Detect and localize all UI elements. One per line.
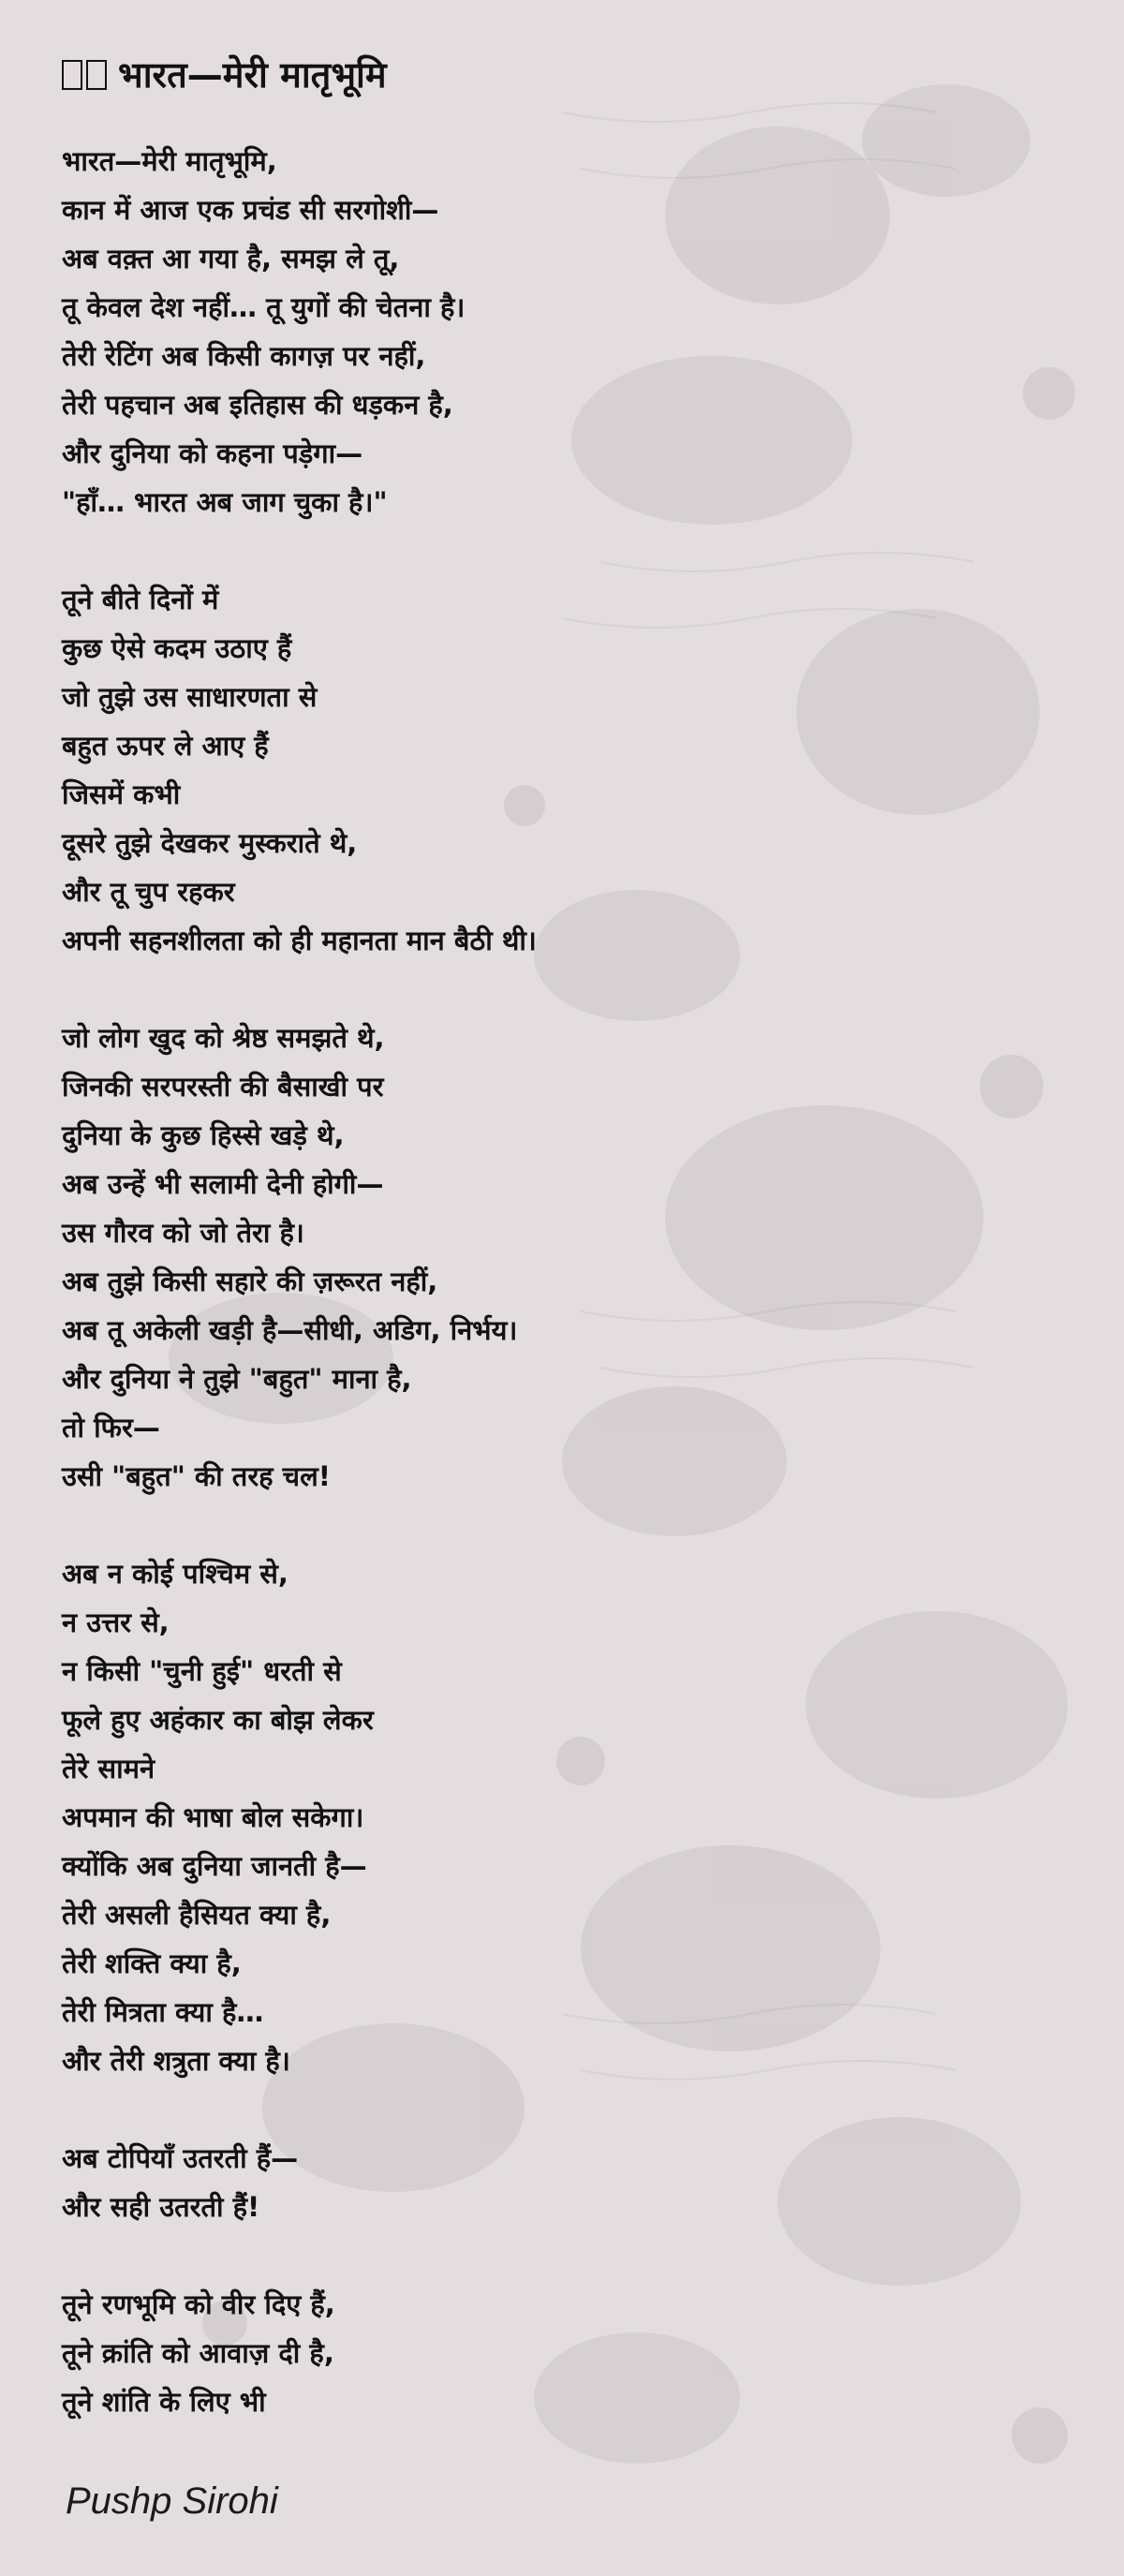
poem-line: अब न कोई पश्चिम से, [62,1558,288,1590]
poem-line: भारत—मेरी मातृभूमि, [62,145,277,177]
poem-line: "हाँ… भारत अब जाग चुका है।" [62,486,388,518]
poem-line: तूने बीते दिनों में [62,584,219,615]
poem-title: भारत—मेरी मातृभूमि [118,54,387,96]
poem-title-row [62,49,1073,101]
poem-line: तूने शांति के लिए भी [62,2386,266,2418]
poem-line: तेरी शक्ति क्या है, [62,1947,242,1979]
poem-line: अब तू अकेली खड़ी है—सीधी, अडिग, निर्भय। [62,1314,518,1346]
stanza-4 [62,1549,1073,2085]
poem-line: और तेरी शत्रुता क्या है। [62,2045,290,2077]
poem-line: और दुनिया ने तुझे "बहुत" माना है, [62,1363,412,1395]
poem-line: अब तुझे किसी सहारे की ज़रूरत नहीं, [62,1266,438,1297]
poem-line: कान में आज एक प्रचंड सी सरगोशी— [62,194,439,226]
poem-line: अपमान की भाषा बोल सकेगा। [62,1801,364,1833]
stanza-6 [62,2280,1073,2426]
author-name: Pushp Sirohi [66,2480,278,2522]
stanza-2 [62,575,1073,965]
poem-line: तेरी असली हैसियत क्या है, [62,1899,332,1931]
poem-line: जिनकी सरपरस्ती की बैसाखी पर [62,1071,384,1103]
poem-container [62,49,1073,2475]
poem-line: उसी "बहुत" की तरह चल! [62,1460,331,1492]
stanza-5 [62,2134,1073,2231]
poem-line: और दुनिया को कहना पड़ेगा— [62,437,363,469]
poem-line: अब उन्हें भी सलामी देनी होगी— [62,1168,384,1200]
poem-line: तो फिर— [62,1412,160,1443]
poem-line: बहुत ऊपर ले आए हैं [62,730,269,762]
poem-line: जो लोग खुद को श्रेष्ठ समझते थे, [62,1022,385,1054]
poem-line: तूने क्रांति को आवाज़ दी है, [62,2337,334,2369]
missing-glyph-icon [62,60,107,90]
poem-line: न उत्तर से, [62,1606,170,1638]
poem-line: दुनिया के कुछ हिस्से खड़े थे, [62,1119,345,1151]
poem-line: क्योंकि अब दुनिया जानती है— [62,1850,367,1882]
poem-line: जिसमें कभी [62,778,181,810]
poem-line: तेरी रेटिंग अब किसी कागज़ पर नहीं, [62,340,426,372]
stanza-3 [62,1014,1073,1501]
poem-line: और सही उतरती हैं! [62,2191,260,2223]
poem-line: फूले हुए अहंकार का बोझ लेकर [62,1704,374,1736]
poem-line: तू केवल देश नहीं… तू युगों की चेतना है। [62,291,466,323]
poem-line: कुछ ऐसे कदम उठाए हैं [62,632,292,664]
poem-line: तेरे सामने [62,1753,155,1784]
poem-line: अब टोपियाँ उतरती हैं— [62,2142,299,2174]
poem-line: अपनी सहनशीलता को ही महानता मान बैठी थी। [62,925,537,956]
poem-line: उस गौरव को जो तेरा है। [62,1217,304,1249]
poem-line: जो तुझे उस साधारणता से [62,681,318,713]
stanza-1 [62,137,1073,526]
poem-line: तूने रणभूमि को वीर दिए हैं, [62,2288,335,2320]
poem-line: अब वक़्त आ गया है, समझ ले तू, [62,243,400,274]
poem-line: और तू चुप रहकर [62,876,235,908]
poem-line: तेरी पहचान अब इतिहास की धड़कन है, [62,389,453,421]
poem-line: न किसी "चुनी हुई" धरती से [62,1655,342,1687]
poem-line: तेरी मित्रता क्या है… [62,1996,264,2028]
poem-line: दूसरे तुझे देखकर मुस्कराते थे, [62,827,358,859]
